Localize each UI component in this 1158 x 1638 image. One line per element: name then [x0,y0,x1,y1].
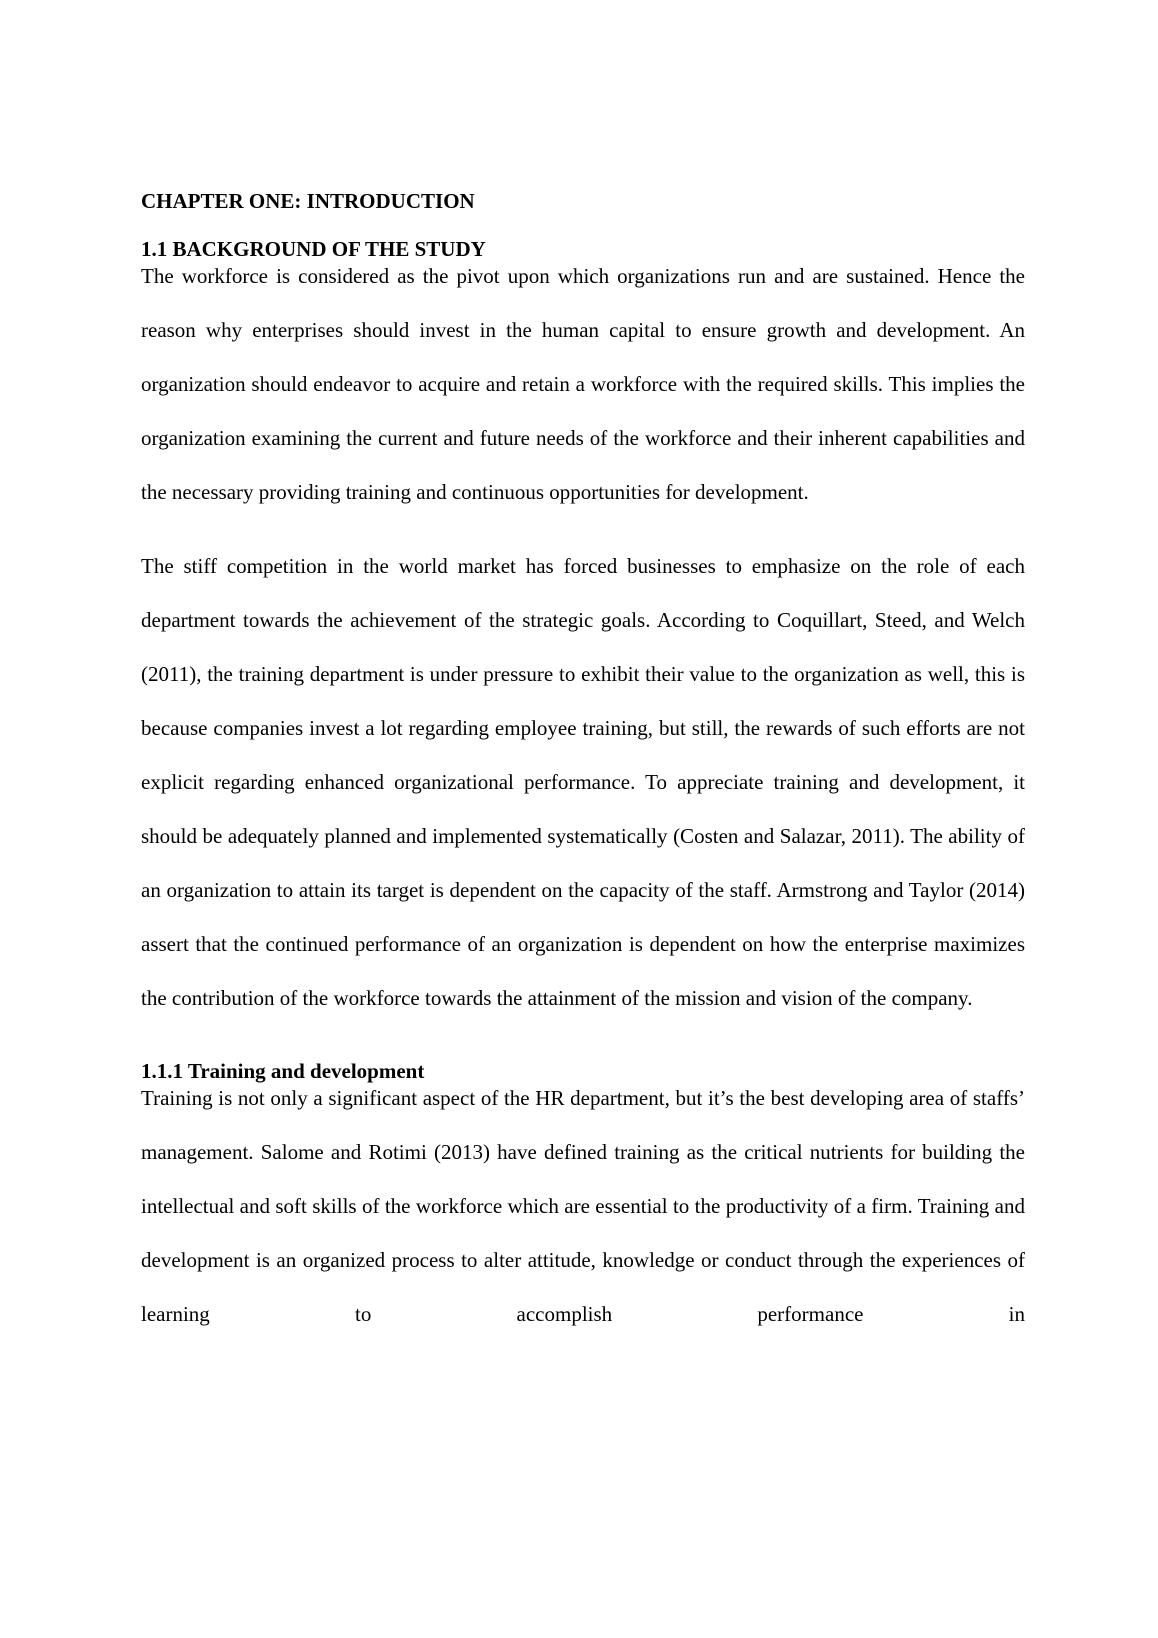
page-content [141,186,1025,1354]
chapter-title: CHAPTER ONE: INTRODUCTION [141,189,475,213]
body-paragraph: The workforce is considered as the pivot upon which organizations run and are sustained. Hence the reason why enterprises should invest in the human capital to ensure growth and development. An organization should endeavor to acquire and retain a workforce with the required skills. This implies the organization examining the current and future needs of the workforce and their inherent capabilities and the necessary providing training and continuous opportunities for development. [141,264,1025,504]
body-paragraph: The stiff competition in the world market has forced businesses to emphasize on the role of each department towards the achievement of the strategic goals. According to Coquillart, Steed, and Welch (2011), the training department is under pressure to exhibit their value to the organization as well, this is because companies invest a lot regarding employee training, but still, the rewards of such efforts are not explicit regarding enhanced organizational performance. To appreciate training and development, it should be adequately planned and implemented systematically (Costen and Salazar, 2011). The ability of an organization to attain its target is dependent on the capacity of the staff. Armstrong and Taylor (2014) assert that the continued performance of an organization is dependent on how the enterprise maximizes the contribution of the workforce towards the attainment of the mission and vision of the company. [141,554,1025,1010]
subsection-paragraph: Training is not only a significant aspect of the HR department, but it’s the best developing area of staffs’ management. Salome and Rotimi (2013) have defined training as the critical nutrients for building the intellectual and soft skills of the workforce which are essential to the productivity of a firm. Training and development is an organized process to alter attitude, knowledge or conduct through the experiences of learning to accomplish performance in [141,1086,1025,1326]
section-heading: 1.1 BACKGROUND OF THE STUDY [141,237,486,261]
subsection-heading: 1.1.1 Training and development [141,1059,425,1083]
